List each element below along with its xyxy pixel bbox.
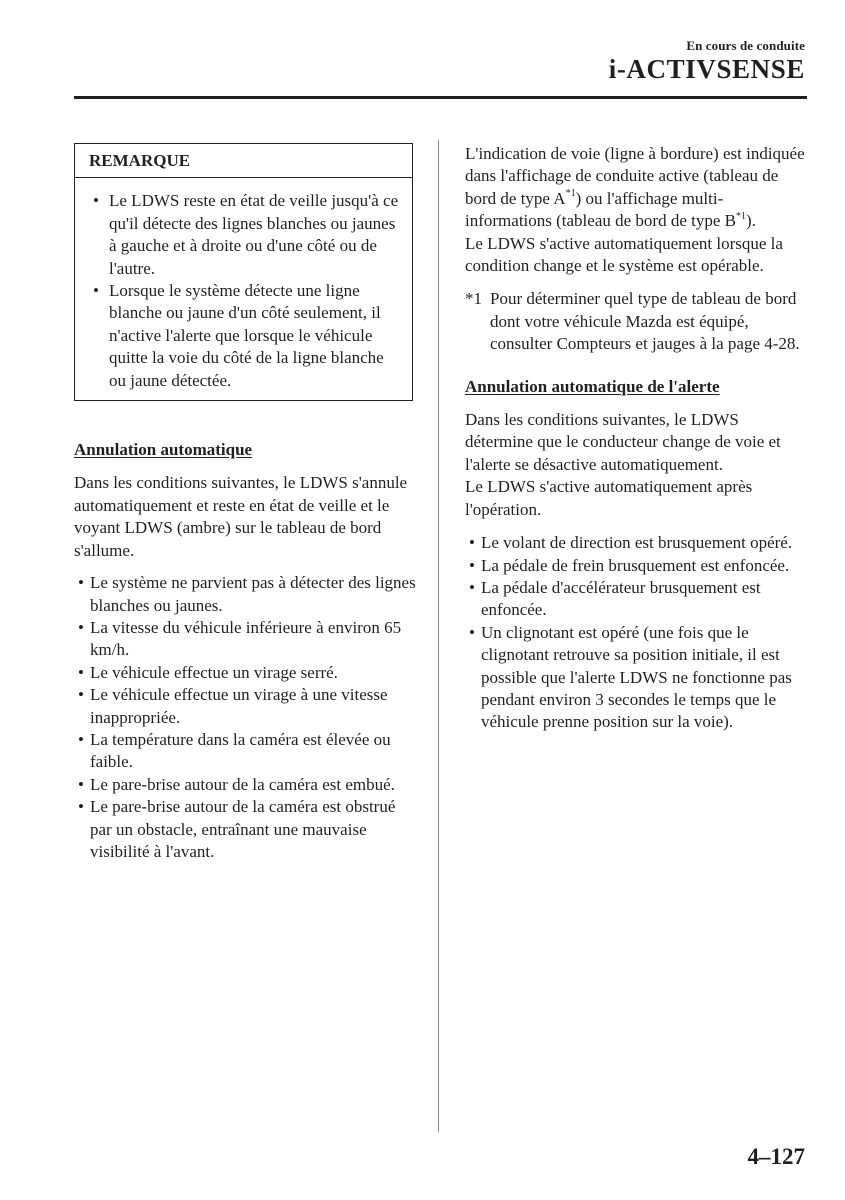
bullet-icon: • — [78, 729, 84, 749]
bullet-icon: • — [78, 685, 84, 705]
column-divider — [438, 140, 439, 1132]
list-item-text: Le LDWS reste en état de veille jusqu'à ce qu'il détecte des lignes blanches ou jaunes à gauche et à droite ou d'une côté ou de l'autre. — [109, 191, 399, 278]
bullet-icon: • — [469, 577, 475, 597]
list-item — [89, 280, 402, 392]
paragraph: Dans les conditions suivantes, le LDWS s'annule automatiquement et reste en état de veille et le voyant LDWS (ambre) sur le tableau de bord s'allume. — [74, 473, 408, 560]
lane-text-2: ) ou l'affichage multi-informations (tableau de bord de type B — [465, 188, 736, 231]
page-number: 4–127 — [747, 1144, 805, 1169]
list-item-text: Le système ne parvient pas à détecter des lignes blanches ou jaunes. — [90, 573, 416, 615]
right-column — [465, 143, 810, 734]
list-item — [465, 622, 810, 734]
list-item — [74, 796, 419, 863]
list-item-text: La pédale d'accélérateur brusquement est enfoncée. — [481, 577, 761, 620]
list-item — [465, 532, 810, 554]
bullet-icon: • — [469, 533, 475, 553]
section-heading: Annulation automatique de l'alerte — [465, 376, 720, 396]
paragraph: Le LDWS s'active automatiquement lorsque la condition change et le système est opérable. — [465, 233, 783, 276]
bullet-icon: • — [93, 191, 99, 211]
list-item-text: La vitesse du véhicule inférieure à environ 65 km/h. — [90, 617, 402, 660]
list-item-text: Le pare-brise autour de la caméra est obstrué par un obstacle, entraînant une mauvaise visibilité à l'avant. — [90, 797, 396, 861]
list-item — [465, 555, 810, 577]
condition-list — [74, 572, 419, 863]
list-item-text: Lorsque le système détecte une ligne blanche ou jaune d'un côté seulement, il n'active l'alerte que lorsque le véhicule quitte la voie du côté de la ligne blanche ou jaune détectée. — [109, 281, 384, 390]
list-item — [465, 577, 810, 622]
bullet-icon: • — [78, 662, 84, 682]
lane-text-1: L'indication de voie (ligne à bordure) est indiquée dans l'affichage de conduite active (tableau de bord de type A — [465, 144, 805, 208]
lane-text-3: ). — [745, 211, 756, 231]
paragraph: Le LDWS s'active automatiquement après l'opération. — [465, 477, 753, 519]
left-column — [74, 143, 419, 863]
lane-indication-paragraph — [465, 143, 810, 233]
list-item-text: Le pare-brise autour de la caméra est embué. — [90, 774, 395, 794]
paragraph: Dans les conditions suivantes, le LDWS détermine que le conducteur change de voie et l'alerte se désactive automatiquement. — [465, 410, 781, 474]
note-box — [74, 143, 413, 401]
note-title: REMARQUE — [75, 144, 412, 178]
bullet-icon: • — [78, 617, 84, 637]
list-item-text: Un clignotant est opéré (une fois que le clignotant retrouve sa position initiale, il est possible que l'alerte LDWS ne fonctionne pas pendant environ 3 secondes le temps que le véhicule prenne position sur la voie). — [481, 622, 792, 732]
list-item-text: Le véhicule effectue un virage à une vitesse inappropriée. — [90, 685, 388, 727]
list-item-text: Le volant de direction est brusquement opéré. — [481, 533, 793, 553]
list-item — [74, 662, 419, 684]
list-item — [74, 729, 419, 774]
bullet-icon: • — [469, 622, 475, 642]
note-list — [89, 190, 402, 392]
header-rule — [74, 96, 807, 99]
footnote-ref: *1 — [565, 188, 576, 200]
footnote — [465, 288, 810, 355]
list-item — [74, 572, 419, 617]
bullet-icon: • — [78, 573, 84, 593]
list-item — [74, 774, 419, 796]
bullet-icon: • — [78, 797, 84, 817]
condition-list — [465, 532, 810, 734]
bullet-icon: • — [469, 555, 475, 575]
footnote-text: Pour déterminer quel type de tableau de bord dont votre véhicule Mazda est équipé, consulter Compteurs et jauges à la page 4-28. — [490, 289, 800, 354]
list-item-text: Le véhicule effectue un virage serré. — [90, 662, 338, 682]
bullet-icon: • — [93, 281, 99, 301]
list-item-text: La pédale de frein brusquement est enfoncée. — [481, 555, 790, 575]
footnote-ref: *1 — [735, 210, 746, 222]
list-item-text: La température dans la caméra est élevée ou faible. — [90, 729, 391, 772]
section-label: En cours de conduite — [686, 38, 805, 53]
list-item — [74, 684, 419, 729]
list-item — [74, 617, 419, 662]
section-heading: Annulation automatique — [74, 440, 253, 460]
list-item — [89, 190, 402, 280]
footnote-mark: *1 — [465, 289, 482, 309]
bullet-icon: • — [78, 774, 84, 794]
note-body — [75, 178, 412, 400]
page-title: i-ACTIVSENSE — [608, 54, 805, 84]
